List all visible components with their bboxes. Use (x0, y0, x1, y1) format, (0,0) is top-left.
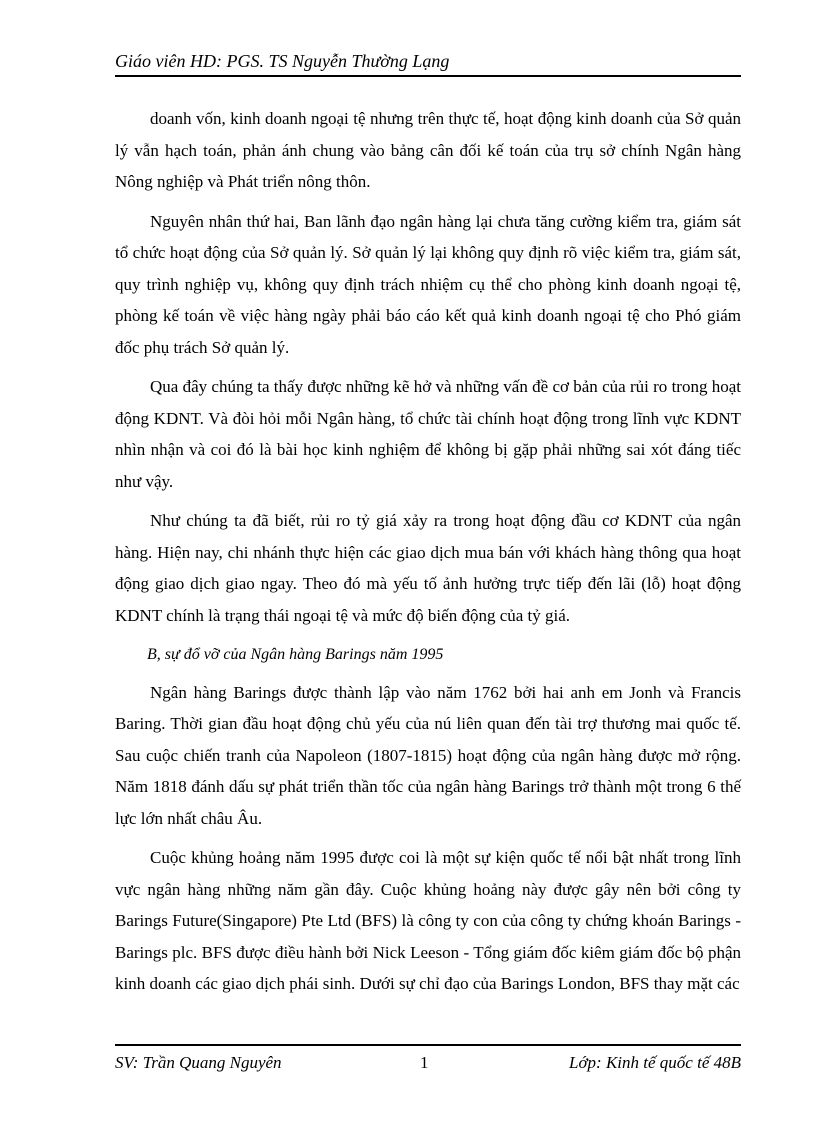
page-header (115, 50, 741, 77)
header-teacher: Giáo viên HD: PGS. TS Nguyễn Thường Lạng (115, 51, 450, 71)
paragraph: Nguyên nhân thứ hai, Ban lãnh đạo ngân hàng lại chưa tăng cường kiểm tra, giám sát tổ chức hoạt động của Sở quản lý. Sở quản lý lại không quy định rõ việc kiểm tra, giám sát, quy trình nghiệp vụ, không quy định trách nhiệm cụ thể cho phòng kinh doanh ngoại tệ, phòng kế toán về việc hàng ngày phải báo cáo kết quả kinh doanh ngoại tệ cho Phó giám đốc phụ trách Sở quản lý. (115, 211, 741, 357)
paragraph: Qua đây chúng ta thấy được những kẽ hở và những vấn đề cơ bản của rủi ro trong hoạt động KDNT. Và đòi hỏi mỗi Ngân hàng, tổ chức tài chính hoạt động trong lĩnh vực KDNT nhìn nhận và coi đó là bài học kinh nghiệm để không bị gặp phải những sai xót đáng tiếc như vậy. (115, 377, 741, 491)
paragraph: Ngân hàng Barings được thành lập vào năm 1762 bởi hai anh em Jonh và Francis Baring. Thời gian đầu hoạt động chủ yếu của nú liên quan đến tài trợ thương mai quốc tế. Sau cuộc chiến tranh của Napoleon (1807-1815) hoạt động của ngân hàng được mở rộng. Năm 1818 đánh dấu sự phát triển thần tốc của ngân hàng Barings trở thành một trong 6 thế lực lớn nhất châu Âu. (115, 682, 741, 828)
paragraph: Cuộc khủng hoảng năm 1995 được coi là một sự kiện quốc tế nổi bật nhất trong lĩnh vực ngân hàng những năm gần đây. Cuộc khủng hoảng này được gây nên bởi công ty Barings Future(Singapore) Pte Ltd (BFS) là công ty con của công ty chứng khoán Barings - Barings plc. BFS được điều hành bởi Nick Leeson - Tổng giám đốc kiêm giám đốc bộ phận kinh doanh các giao dịch phái sinh. Dưới sự chỉ đạo của Barings London, BFS thay mặt các (115, 848, 741, 993)
page-footer (115, 1044, 741, 1074)
footer-student: SV: Trần Quang Nguyên (115, 1053, 282, 1072)
footer-class: Lớp: Kinh tế quốc tế 48B (569, 1053, 741, 1072)
paragraph: Như chúng ta đã biết, rủi ro tỷ giá xảy ra trong hoạt động đầu cơ KDNT của ngân hàng. Hiện nay, chi nhánh thực hiện các giao dịch mua bán với khách hàng thông qua hoạt động giao dịch giao ngay. Theo đó mà yếu tố ảnh hưởng trực tiếp đến lãi (lỗ) hoạt động KDNT chính là trạng thái ngoại tệ và mức độ biến động của tỷ giá. (115, 511, 741, 625)
page-number: 1 (420, 1053, 429, 1072)
section-subheading: B, sự đổ vỡ của Ngân hàng Barings năm 1995 (147, 646, 444, 663)
page-content (115, 103, 741, 1008)
paragraph: doanh vốn, kinh doanh ngoại tệ nhưng trên thực tế, hoạt động kinh doanh của Sở quản lý vẫn hạch toán, phản ánh chung vào bảng cân đối kế toán của trụ sở chính Ngân hàng Nông nghiệp và Phát triển nông thôn. (115, 109, 741, 191)
